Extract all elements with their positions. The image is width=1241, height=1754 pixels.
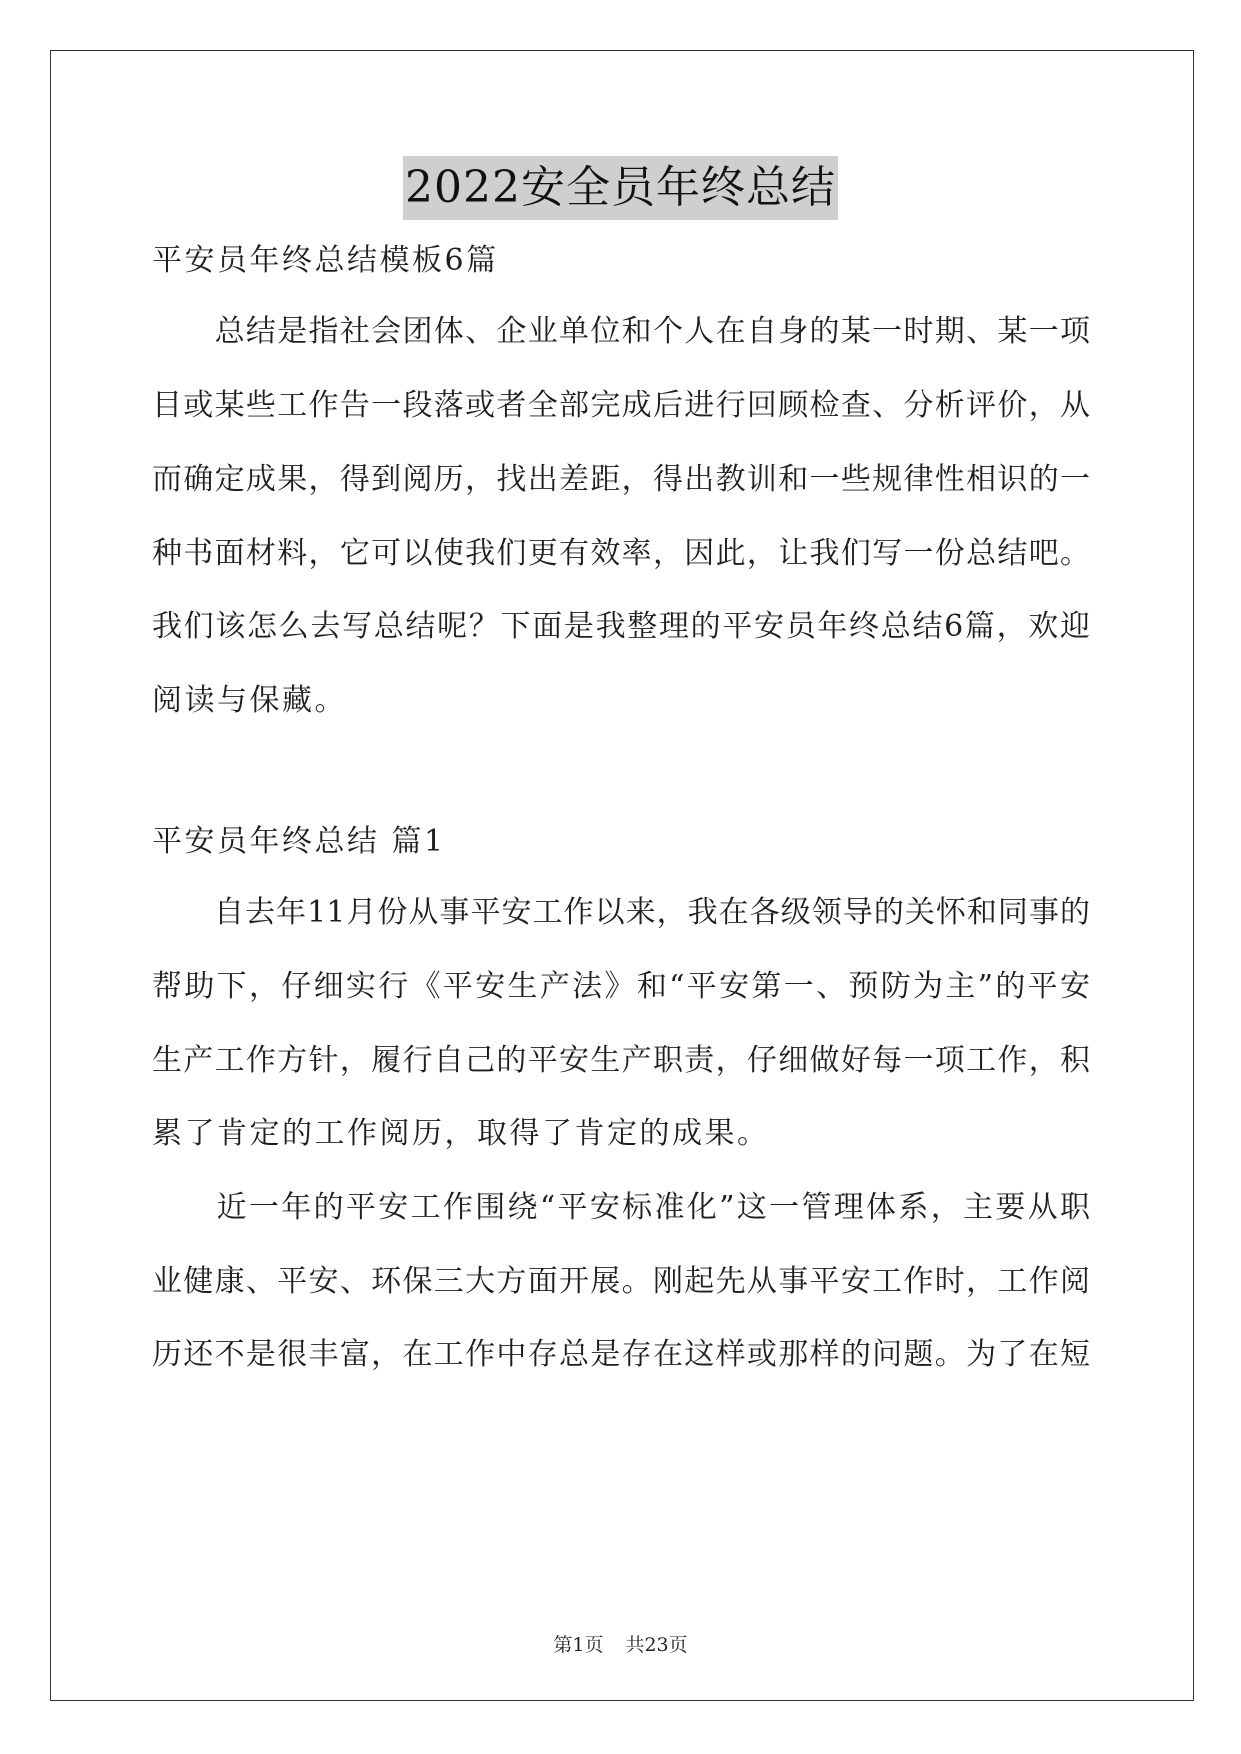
intro-line: 目或某些工作告一段落或者全部完成后进行回顾检查、分析评价，从 bbox=[152, 388, 1090, 423]
page-total: 共23页 bbox=[625, 1634, 688, 1656]
page-number: 第1页 bbox=[553, 1634, 604, 1656]
section-body-line: 帮助下，仔细实行《平安生产法》和“平安第一、预防为主”的平安 bbox=[152, 969, 1090, 1004]
page-frame bbox=[50, 50, 1194, 1701]
section-body-line: 历还不是很丰富，在工作中存总是存在这样或那样的问题。为了在短 bbox=[152, 1337, 1090, 1372]
document-title-block bbox=[0, 156, 1241, 220]
document-subtitle: 平安员年终总结模板6篇 bbox=[152, 243, 499, 278]
intro-line: 总结是指社会团体、企业单位和个人在自身的某一时期、某一项 bbox=[152, 314, 1090, 349]
section-body-line: 自去年11月份从事平安工作以来，我在各级领导的关怀和同事的 bbox=[152, 895, 1090, 930]
section-body-line: 业健康、平安、环保三大方面开展。刚起先从事平安工作时，工作阅 bbox=[152, 1264, 1090, 1299]
intro-line: 种书面材料，它可以使我们更有效率，因此，让我们写一份总结吧。 bbox=[152, 536, 1090, 571]
intro-line: 而确定成果，得到阅历，找出差距，得出教训和一些规律性相识的一 bbox=[152, 462, 1090, 497]
intro-line: 阅读与保藏。 bbox=[152, 683, 347, 718]
section-body-line: 生产工作方针，履行自己的平安生产职责，仔细做好每一项工作，积 bbox=[152, 1043, 1090, 1078]
section-body-line: 近一年的平安工作围绕“平安标准化”这一管理体系，主要从职 bbox=[152, 1190, 1090, 1225]
section-heading: 平安员年终总结 篇1 bbox=[152, 824, 446, 859]
intro-line: 我们该怎么去写总结呢？下面是我整理的平安员年终总结6篇，欢迎 bbox=[152, 609, 1090, 644]
page-footer bbox=[0, 1633, 1241, 1657]
document-title: 2022安全员年终总结 bbox=[403, 156, 838, 220]
section-body-line: 累了肯定的工作阅历，取得了肯定的成果。 bbox=[152, 1116, 770, 1151]
